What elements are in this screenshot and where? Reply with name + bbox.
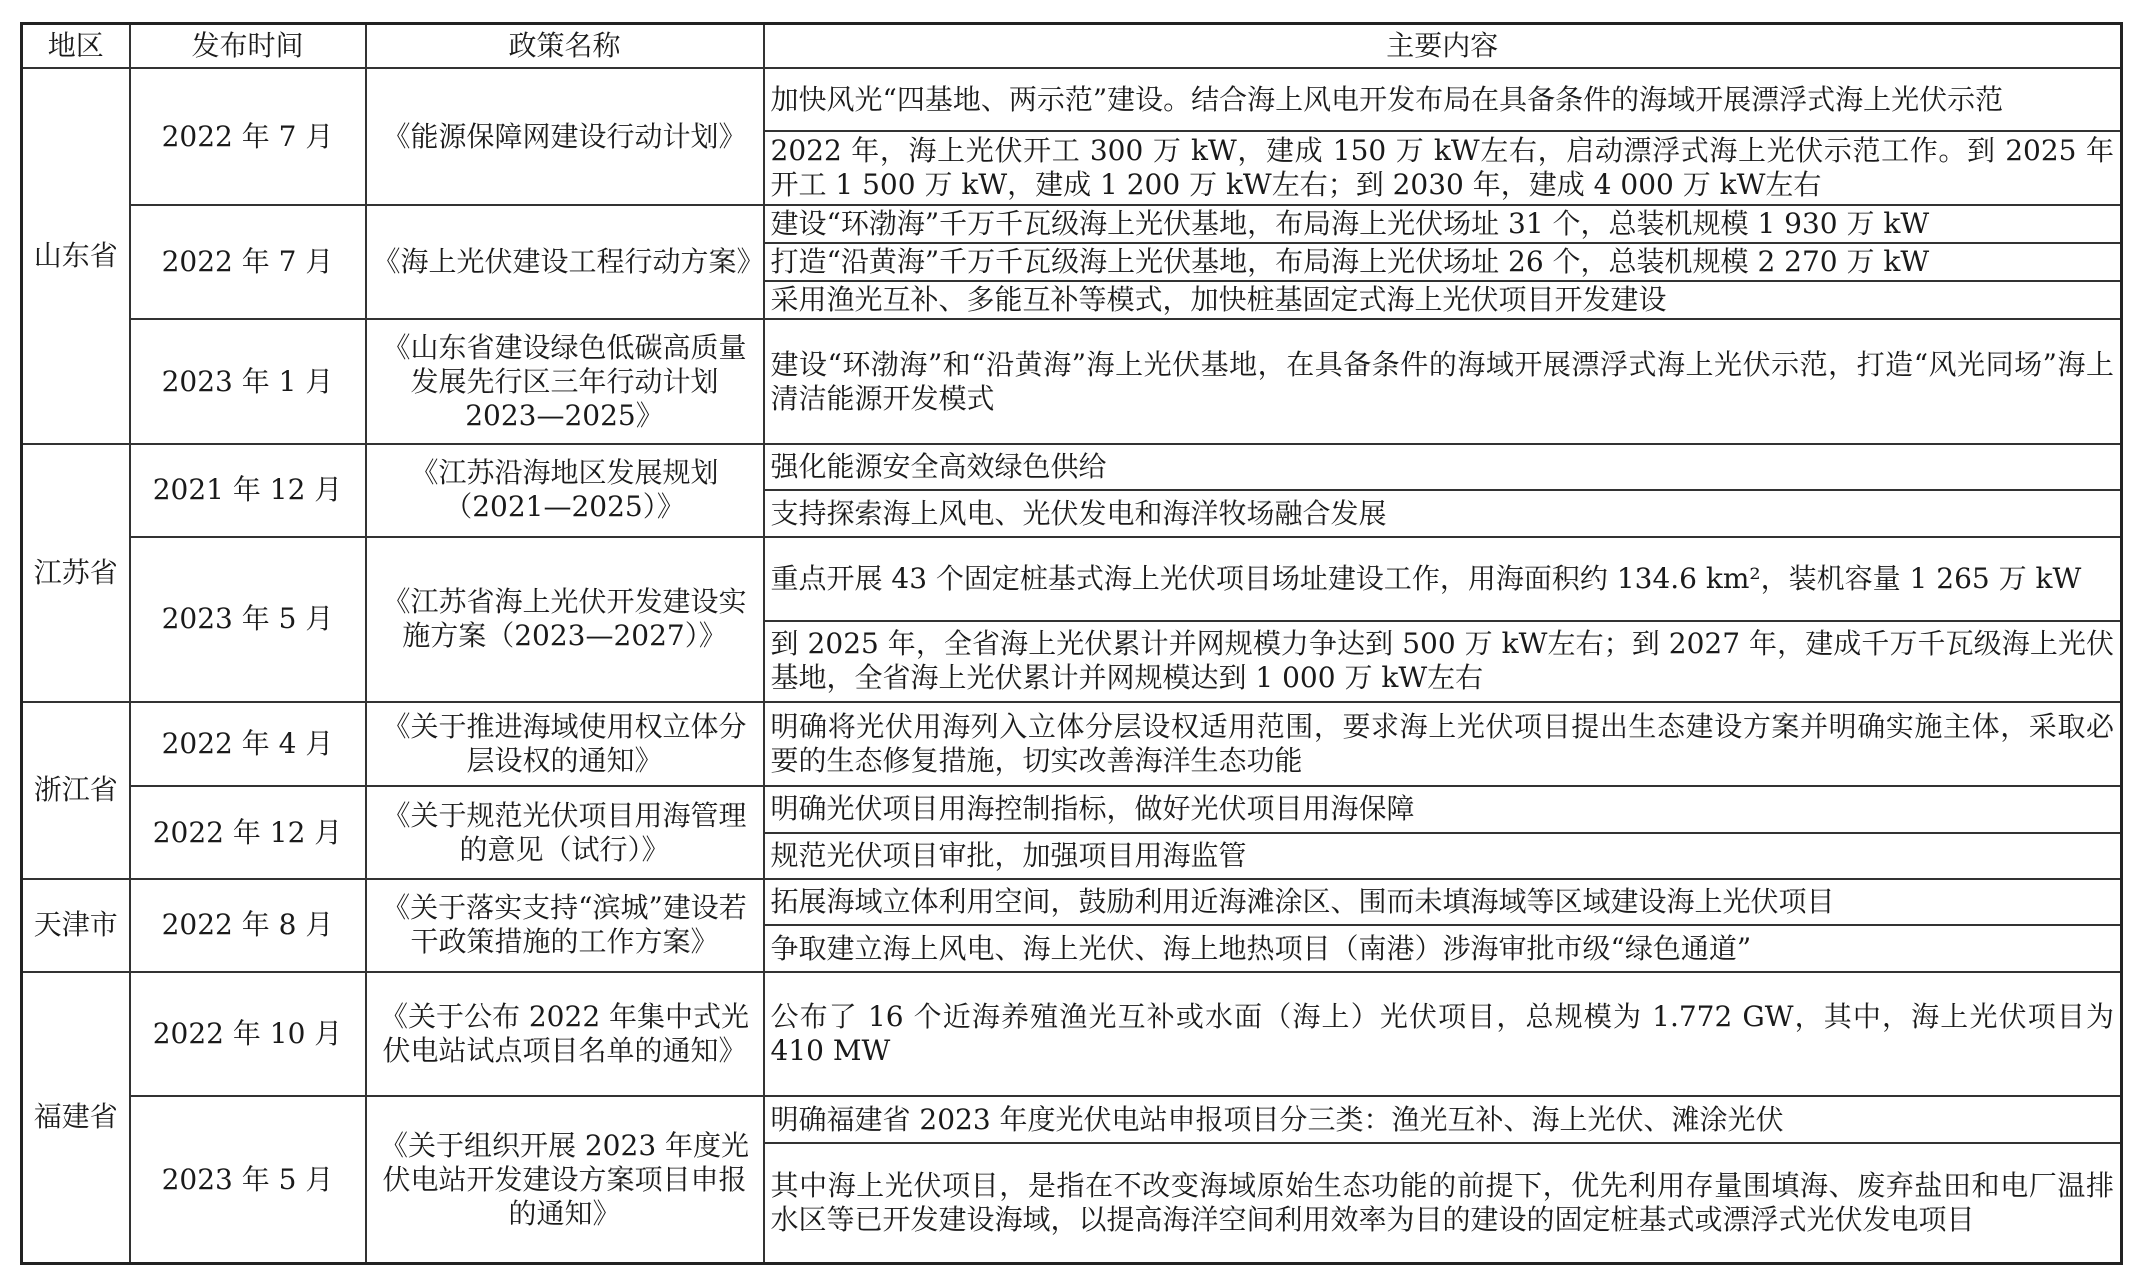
date-cell: 2022 年 7 月 bbox=[130, 205, 366, 319]
content-cell: 加快风光“四基地、两示范”建设。结合海上风电开发布局在具备条件的海域开展漂浮式海上光伏示范 bbox=[764, 68, 2122, 131]
table-row bbox=[22, 702, 2122, 786]
date-cell: 2022 年 7 月 bbox=[130, 68, 366, 205]
table-row bbox=[22, 786, 2122, 832]
table-row bbox=[22, 1096, 2122, 1142]
table-row bbox=[22, 444, 2122, 490]
date-cell: 2022 年 12 月 bbox=[130, 786, 366, 879]
content-cell: 到 2025 年，全省海上光伏累计并网规模力争达到 500 万 kW左右；到 2027 年，建成千万千瓦级海上光伏基地，全省海上光伏累计并网规模达到 1 000 万 kW左右 bbox=[764, 621, 2122, 701]
date-cell: 2021 年 12 月 bbox=[130, 444, 366, 537]
content-cell: 打造“沿黄海”千万千瓦级海上光伏基地，布局海上光伏场址 26 个，总装机规模 2 270 万 kW bbox=[764, 243, 2122, 281]
header-date: 发布时间 bbox=[130, 24, 366, 69]
table-row bbox=[22, 972, 2122, 1097]
date-cell: 2023 年 5 月 bbox=[130, 1096, 366, 1263]
policy-name-cell: 《关于推进海域使用权立体分层设权的通知》 bbox=[366, 702, 764, 786]
policy-name-cell: 《关于公布 2022 年集中式光伏电站试点项目名单的通知》 bbox=[366, 972, 764, 1097]
policy-name-cell: 《海上光伏建设工程行动方案》 bbox=[366, 205, 764, 319]
policy-name-cell: 《江苏省海上光伏开发建设实施方案（2023—2027）》 bbox=[366, 537, 764, 702]
region-cell: 浙江省 bbox=[22, 702, 130, 879]
region-cell: 江苏省 bbox=[22, 444, 130, 702]
policy-name-cell: 《关于组织开展 2023 年度光伏电站开发建设方案项目申报的通知》 bbox=[366, 1096, 764, 1263]
date-cell: 2022 年 8 月 bbox=[130, 879, 366, 972]
content-cell: 强化能源安全高效绿色供给 bbox=[764, 444, 2122, 490]
table-row bbox=[22, 68, 2122, 131]
table-row bbox=[22, 879, 2122, 925]
content-cell: 2022 年，海上光伏开工 300 万 kW，建成 150 万 kW左右，启动漂浮式海上光伏示范工作。到 2025 年开工 1 500 万 kW，建成 1 200 万 kW左右；到 2030 年，建成 4 000 万 kW左右 bbox=[764, 131, 2122, 205]
table-row bbox=[22, 537, 2122, 621]
content-cell: 拓展海域立体利用空间，鼓励利用近海滩涂区、围而未填海域等区域建设海上光伏项目 bbox=[764, 879, 2122, 925]
header-region: 地区 bbox=[22, 24, 130, 69]
policy-name-cell: 《关于落实支持“滨城”建设若干政策措施的工作方案》 bbox=[366, 879, 764, 972]
table-row bbox=[22, 205, 2122, 243]
content-cell: 建设“环渤海”千万千瓦级海上光伏基地，布局海上光伏场址 31 个，总装机规模 1 930 万 kW bbox=[764, 205, 2122, 243]
content-cell: 争取建立海上风电、海上光伏、海上地热项目（南港）涉海审批市级“绿色通道” bbox=[764, 925, 2122, 971]
policy-name-cell: 《江苏沿海地区发展规划（2021—2025）》 bbox=[366, 444, 764, 537]
table-row bbox=[22, 319, 2122, 444]
content-cell: 采用渔光互补、多能互补等模式，加快桩基固定式海上光伏项目开发建设 bbox=[764, 281, 2122, 319]
policy-name-cell: 《关于规范光伏项目用海管理的意见（试行）》 bbox=[366, 786, 764, 879]
header-policy: 政策名称 bbox=[366, 24, 764, 69]
content-cell: 规范光伏项目审批，加强项目用海监管 bbox=[764, 833, 2122, 879]
date-cell: 2023 年 1 月 bbox=[130, 319, 366, 444]
policy-table bbox=[20, 22, 2123, 1265]
header-row bbox=[22, 24, 2122, 69]
content-cell: 其中海上光伏项目，是指在不改变海域原始生态功能的前提下，优先利用存量围填海、废弃盐田和电厂温排水区等已开发建设海域，以提高海洋空间利用效率为目的建设的固定桩基式或漂浮式光伏发电项目 bbox=[764, 1143, 2122, 1264]
content-cell: 明确光伏项目用海控制指标，做好光伏项目用海保障 bbox=[764, 786, 2122, 832]
date-cell: 2023 年 5 月 bbox=[130, 537, 366, 702]
policy-name-cell: 《能源保障网建设行动计划》 bbox=[366, 68, 764, 205]
content-cell: 明确福建省 2023 年度光伏电站申报项目分三类：渔光互补、海上光伏、滩涂光伏 bbox=[764, 1096, 2122, 1142]
region-cell: 山东省 bbox=[22, 68, 130, 444]
region-cell: 天津市 bbox=[22, 879, 130, 972]
content-cell: 重点开展 43 个固定桩基式海上光伏项目场址建设工作，用海面积约 134.6 km²，装机容量 1 265 万 kW bbox=[764, 537, 2122, 621]
content-cell: 建设“环渤海”和“沿黄海”海上光伏基地，在具备条件的海域开展漂浮式海上光伏示范，打造“风光同场”海上清洁能源开发模式 bbox=[764, 319, 2122, 444]
content-cell: 公布了 16 个近海养殖渔光互补或水面（海上）光伏项目，总规模为 1.772 GW，其中，海上光伏项目为 410 MW bbox=[764, 972, 2122, 1097]
content-cell: 支持探索海上风电、光伏发电和海洋牧场融合发展 bbox=[764, 490, 2122, 536]
date-cell: 2022 年 10 月 bbox=[130, 972, 366, 1097]
date-cell: 2022 年 4 月 bbox=[130, 702, 366, 786]
header-content: 主要内容 bbox=[764, 24, 2122, 69]
content-cell: 明确将光伏用海列入立体分层设权适用范围，要求海上光伏项目提出生态建设方案并明确实施主体，采取必要的生态修复措施，切实改善海洋生态功能 bbox=[764, 702, 2122, 786]
policy-name-cell: 《山东省建设绿色低碳高质量发展先行区三年行动计划 2023—2025》 bbox=[366, 319, 764, 444]
region-cell: 福建省 bbox=[22, 972, 130, 1264]
